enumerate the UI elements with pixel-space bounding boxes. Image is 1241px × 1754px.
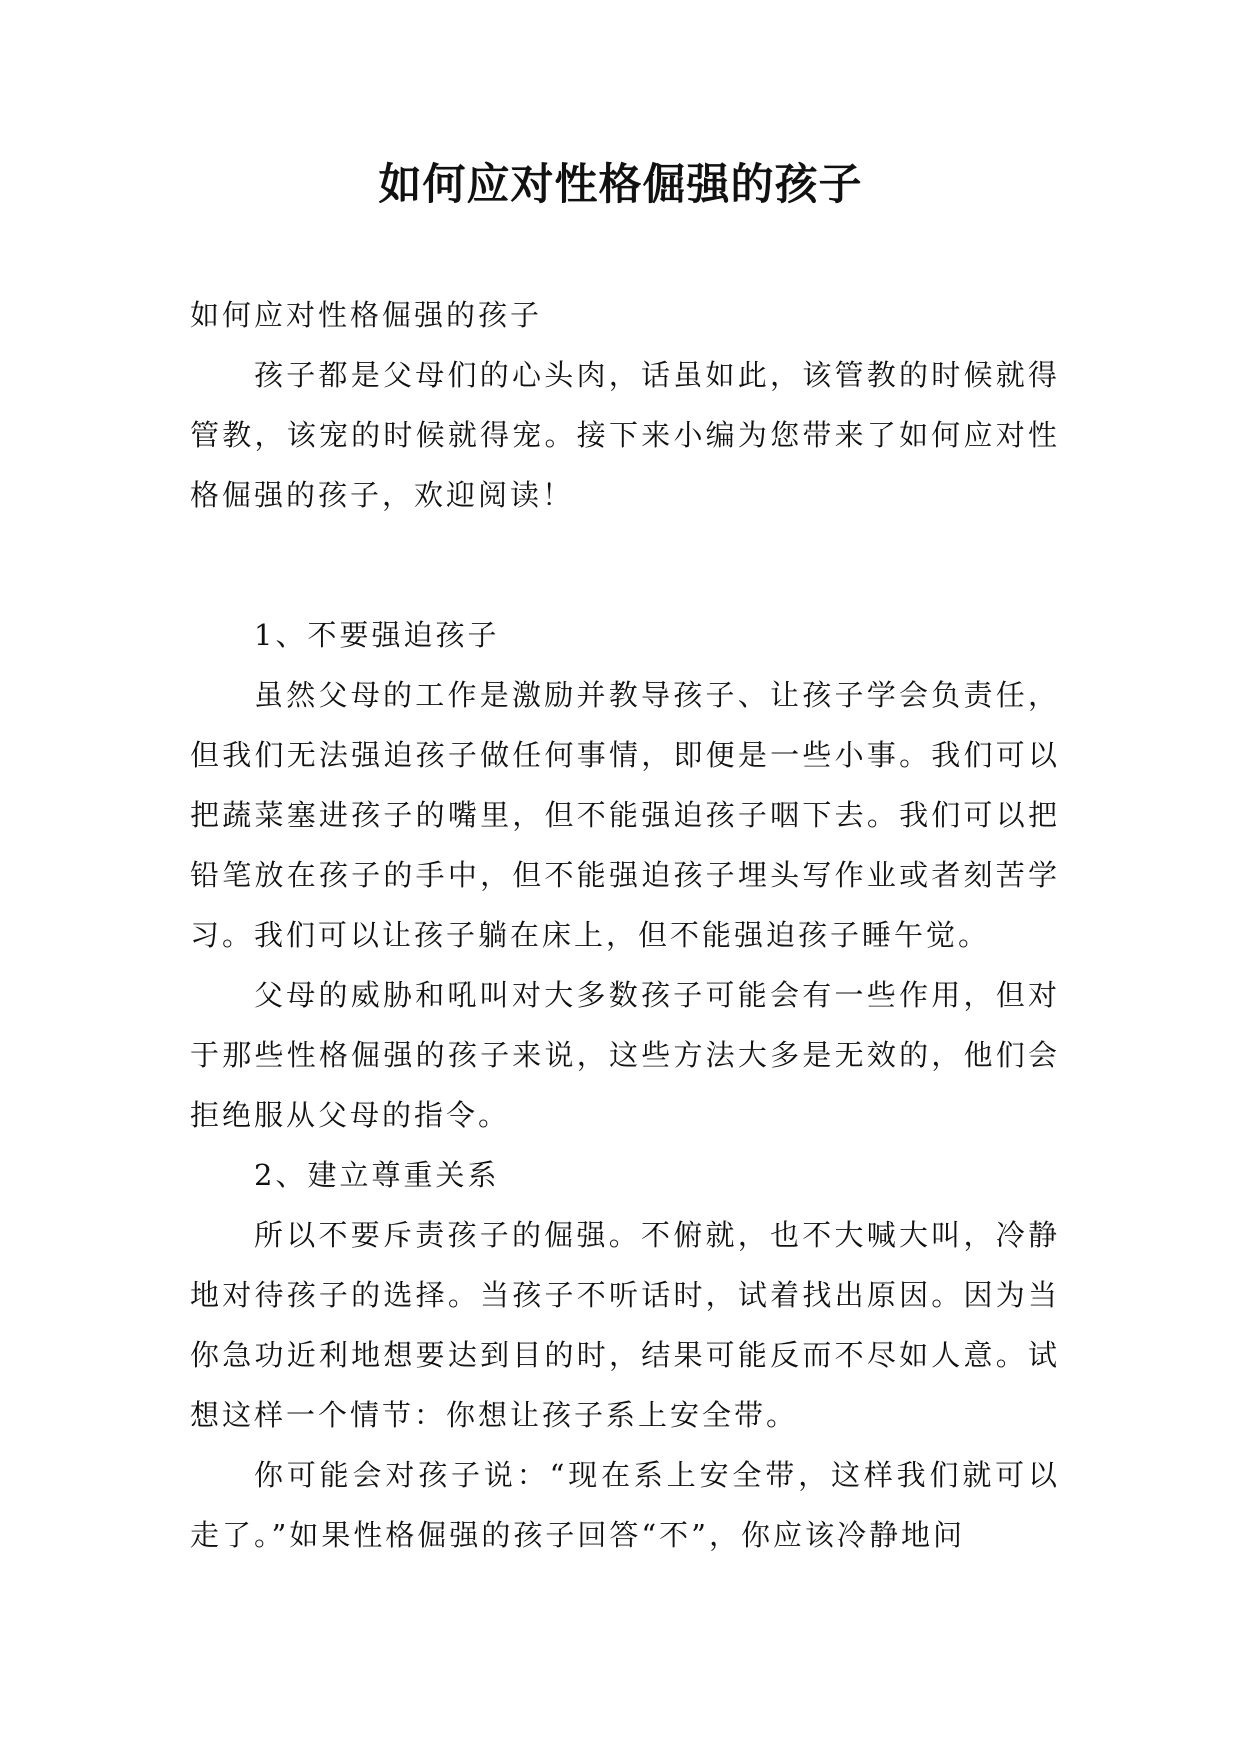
section-heading-2: 2、建立尊重关系 bbox=[254, 1158, 500, 1192]
document-title: 如何应对性格倔强的孩子 bbox=[378, 160, 863, 210]
document-body bbox=[190, 285, 1060, 1565]
section-spacer bbox=[190, 525, 1060, 605]
body-paragraph: 你可能会对孩子说：“现在系上安全带，这样我们就可以走了。”如果性格倔强的孩子回答“不”，你应该冷静地问 bbox=[190, 1458, 1060, 1552]
document-subtitle: 如何应对性格倔强的孩子 bbox=[190, 298, 543, 332]
body-paragraph: 虽然父母的工作是激励并教导孩子、让孩子学会负责任，但我们无法强迫孩子做任何事情，即便是一些小事。我们可以把蔬菜塞进孩子的嘴里，但不能强迫孩子咽下去。我们可以把铅笔放在孩子的手中，但不能强迫孩子埋头写作业或者刻苦学习。我们可以让孩子躺在床上，但不能强迫孩子睡午觉。 bbox=[190, 678, 1060, 952]
section-heading-1: 1、不要强迫孩子 bbox=[254, 618, 500, 652]
body-paragraph: 所以不要斥责孩子的倔强。不俯就，也不大喊大叫，冷静地对待孩子的选择。当孩子不听话时，试着找出原因。因为当你急功近利地想要达到目的时，结果可能反而不尽如人意。试想这样一个情节：你想让孩子系上安全带。 bbox=[190, 1218, 1060, 1432]
body-paragraph: 父母的威胁和吼叫对大多数孩子可能会有一些作用，但对于那些性格倔强的孩子来说，这些方法大多是无效的，他们会拒绝服从父母的指令。 bbox=[190, 978, 1060, 1132]
intro-paragraph: 孩子都是父母们的心头肉，话虽如此，该管教的时候就得管教，该宠的时候就得宠。接下来小编为您带来了如何应对性格倔强的孩子，欢迎阅读！ bbox=[190, 358, 1060, 512]
